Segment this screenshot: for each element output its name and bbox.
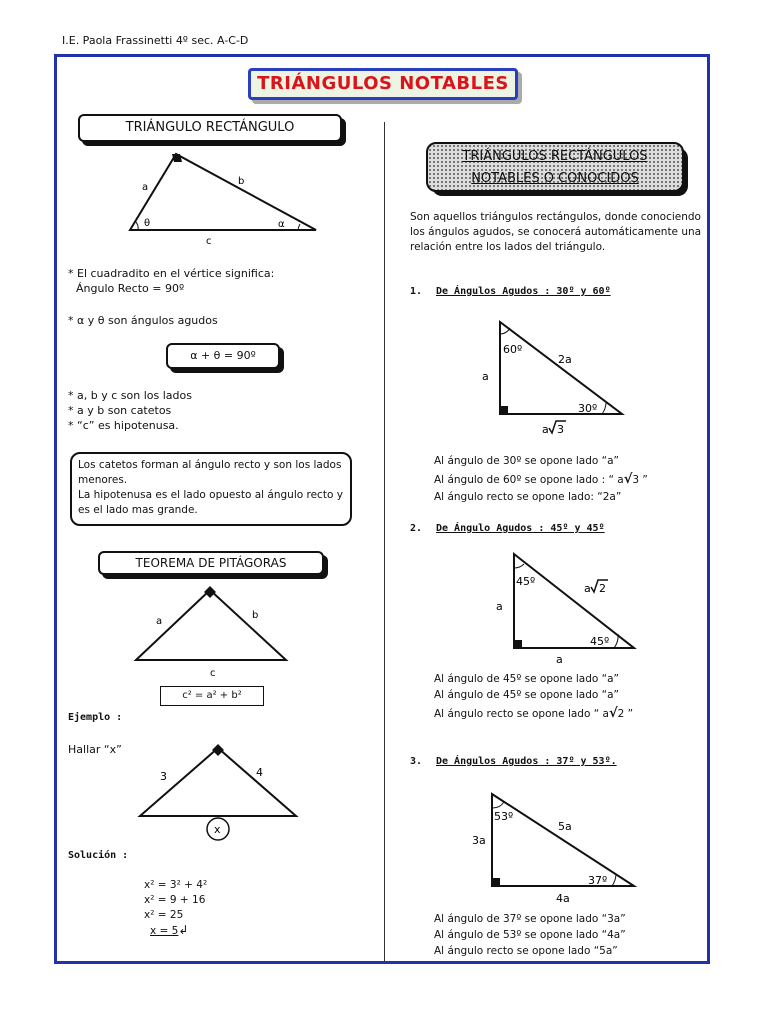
solution-steps (144, 878, 207, 939)
tri1-label-c: c (206, 236, 212, 247)
tri2-label-c: c (210, 668, 216, 679)
s1-line-1: Al ángulo de 30º se opone lado “a” (434, 455, 619, 467)
s2-line-3: Al ángulo recto se opone lado “ a√2 ” (434, 706, 634, 721)
t30-label-base-n: 3 (557, 423, 564, 436)
tri3-label-3: 3 (160, 770, 167, 783)
step-2: x² = 9 + 16 (144, 894, 206, 906)
def-line-4: es el lado mas grande. (78, 504, 198, 516)
tri1-label-a: a (142, 182, 149, 193)
t45-label-hyp-a: a (584, 582, 591, 595)
step-4: x = 5↲ (150, 923, 189, 937)
tri1-label-theta: θ (144, 218, 151, 229)
section-2-title: De Ángulo Agudos : 45º y 45º (436, 523, 605, 534)
t37-label-hyp: 5a (558, 820, 572, 833)
t30-label-hyp: 2a (558, 353, 572, 366)
t37-label-left: 3a (472, 834, 486, 847)
t37-label-top: 53º (494, 810, 514, 823)
section-1-number: 1. (410, 286, 423, 297)
t30-label-br: 30º (578, 402, 598, 415)
page-title: TRIÁNGULOS NOTABLES (248, 68, 518, 100)
s2-line-2: Al ángulo de 45º se opone lado “a” (434, 689, 619, 701)
tri3-label-4: 4 (256, 766, 263, 779)
section-1-title: De Ángulos Agudos : 30º y 60º (436, 286, 611, 297)
s3-line-2: Al ángulo de 53º se opone lado “4a” (434, 929, 626, 941)
s3-line-1: Al ángulo de 37º se opone lado “3a” (434, 913, 626, 925)
t30-label-left: a (482, 370, 489, 383)
note-acute-angles: * α y θ son ángulos agudos (68, 314, 218, 327)
step-3: x² = 25 (144, 909, 184, 921)
section-3-title: De Ángulos Agudos : 37º y 53º. (436, 756, 617, 767)
s3-line-3: Al ángulo recto se opone lado “5a” (434, 945, 618, 957)
section-box-pythagoras: TEOREMA DE PITÁGORAS (98, 551, 324, 575)
notable-line-1: TRIÁNGULOS RECTÁNGULOS (462, 149, 648, 164)
def-line-2: menores. (78, 474, 128, 486)
s1-line-2: Al ángulo de 60º se opone lado : “ a√3 ” (434, 472, 648, 487)
triangle-37-53 (468, 788, 644, 910)
triangle-30-60 (476, 318, 636, 440)
t45-label-left: a (496, 600, 503, 613)
find-x-label: Hallar “x” (68, 743, 122, 756)
t30-label-top: 60º (503, 343, 523, 356)
t37-label-base: 4a (556, 892, 570, 905)
intro-line-2: los ángulos agudos, se conocerá automáticamente una (410, 226, 702, 238)
section-box-rectangle: TRIÁNGULO RECTÁNGULO (78, 114, 342, 142)
intro-line-1: Son aquellos triángulos rectángulos, donde conociendo (410, 211, 701, 223)
column-divider (384, 122, 385, 962)
definition-box (70, 452, 352, 526)
s1-line-3: Al ángulo recto se opone lado: “2a” (434, 491, 622, 503)
intro-line-3: relación entre los lados del triángulo. (410, 241, 606, 253)
angle-sum-box: α + θ = 90º (166, 343, 280, 369)
t45-label-br: 45º (590, 635, 610, 648)
page-header: I.E. Paola Frassinetti 4º sec. A-C-D (62, 34, 249, 47)
s2-line-1: Al ángulo de 45º se opone lado “a” (434, 673, 619, 685)
pythagoras-triangle-diagram (130, 584, 290, 684)
tri3-label-x: x (214, 823, 221, 836)
list-catetos: * a y b son catetos (68, 404, 172, 417)
t37-label-br: 37º (588, 874, 608, 887)
tri1-label-alpha: α (278, 219, 285, 230)
pythagoras-formula: c² = a² + b² (160, 686, 264, 706)
t30-label-base-a: a (542, 423, 549, 436)
t45-label-top: 45º (516, 575, 536, 588)
example-label: Ejemplo : (68, 712, 123, 723)
section-2-number: 2. (410, 523, 423, 534)
triangle-45-45 (490, 550, 640, 668)
t45-label-base: a (556, 653, 563, 666)
section-box-notable (426, 142, 684, 192)
right-triangle-diagram (120, 148, 330, 248)
tri2-label-b: b (252, 610, 259, 621)
step-1: x² = 3² + 4² (144, 879, 208, 891)
notable-line-2: NOTABLES O CONOCIDOS (471, 171, 639, 186)
note-square-vertex: * El cuadradito en el vértice significa: (68, 267, 275, 280)
list-sides: * a, b y c son los lados (68, 389, 192, 402)
example-triangle-diagram (134, 740, 302, 844)
t45-label-hyp-n: 2 (599, 582, 606, 595)
def-line-1: Los catetos forman al ángulo recto y son los lados (78, 459, 342, 471)
tri2-label-a: a (156, 616, 163, 627)
def-line-3: La hipotenusa es el lado opuesto al ángulo recto y (78, 489, 343, 501)
solution-label: Solución : (68, 850, 129, 861)
tri1-label-b: b (238, 176, 245, 187)
list-hypotenuse: * “c” es hipotenusa. (68, 419, 179, 432)
section-3-number: 3. (410, 756, 423, 767)
note-right-angle: Ángulo Recto = 90º (76, 282, 185, 295)
